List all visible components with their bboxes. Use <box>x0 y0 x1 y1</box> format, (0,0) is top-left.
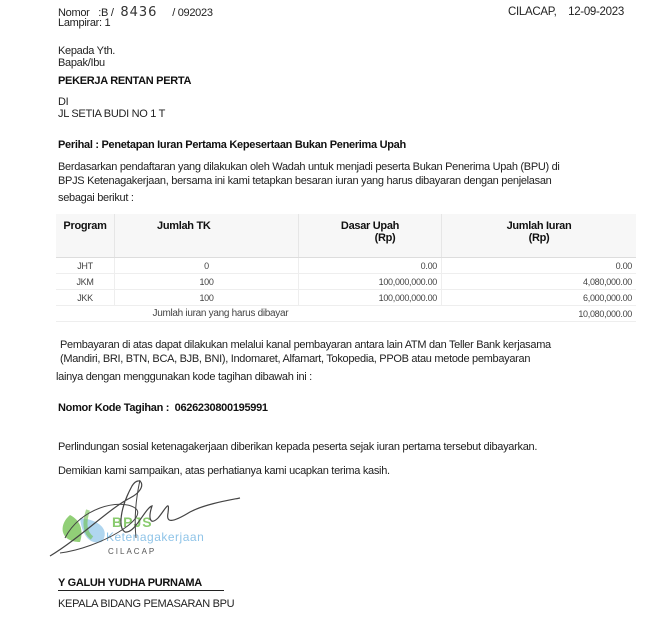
cell-jumlah-iuran: 0.00 <box>442 258 637 274</box>
nomor-suffix: / 092023 <box>172 7 213 19</box>
intro-paragraph <box>58 160 638 205</box>
nomor-prefix: :B / <box>98 7 114 19</box>
stamp-brand: BPJS <box>112 514 153 530</box>
closing-text: Demikian kami sampaikan, atas perhatianya kami ucapkan terima kasih. <box>58 465 390 477</box>
payment-line: lainya dengan menggunakan kode tagihan dibawah ini : <box>56 371 312 383</box>
intro-line: BPJS Ketenagakerjaan, bersama ini kami tetapkan besaran iuran yang harus dibayaran dengan penjelasan <box>58 175 552 187</box>
place-date: CILACAP, 12-09-2023 <box>508 6 624 18</box>
total-value: 10,080,000.00 <box>442 306 637 322</box>
cell-program: JKM <box>56 274 115 290</box>
signatory-title: KEPALA BIDANG PEMASARAN BPU <box>58 598 235 610</box>
signatory-name: Y GALUH YUDHA PURNAMA <box>58 577 224 591</box>
recipient-name: PEKERJA RENTAN PERTA <box>58 75 192 87</box>
payment-line: (Mandiri, BRI, BTN, BCA, BJB, BNI), Indomaret, Alfamart, Tokopedia, PPOB atau metode pembayaran <box>60 353 531 365</box>
nomor-handwritten: 8436 <box>120 5 158 20</box>
table-row <box>56 258 636 274</box>
table-total-row <box>56 306 636 322</box>
col-jumlah-tk: Jumlah TK <box>115 214 299 258</box>
cell-dasar-upah: 0.00 <box>299 258 442 274</box>
cell-program: JHT <box>56 258 115 274</box>
cell-jumlah-tk: 100 <box>115 274 299 290</box>
table-header-row <box>56 214 636 258</box>
cell-jumlah-tk: 100 <box>115 290 299 306</box>
nomor-label: Nomor <box>58 7 90 19</box>
iuran-table <box>56 214 636 322</box>
col-jumlah-iuran: Jumlah Iuran (Rp) <box>442 214 637 258</box>
cell-dasar-upah: 100,000,000.00 <box>299 274 442 290</box>
kode-tagihan: Nomor Kode Tagihan : 0626230800195991 <box>58 402 268 414</box>
greeting: Kepada Yth. <box>58 45 116 57</box>
col-program: Program <box>56 214 115 258</box>
signature-icon <box>40 468 270 568</box>
lampiran: Lampirar: 1 <box>58 17 111 29</box>
stamp-sub: Ketenagakerjaan <box>106 530 205 544</box>
cell-dasar-upah: 100,000,000.00 <box>299 290 442 306</box>
cell-jumlah-iuran: 6,000,000.00 <box>442 290 637 306</box>
subject: Perihal : Penetapan Iuran Pertama Kepesertaan Bukan Penerima Upah <box>58 139 406 151</box>
payment-paragraph <box>56 338 640 384</box>
col-dasar-upah: Dasar Upah (Rp) <box>299 214 442 258</box>
cell-program: JKK <box>56 290 115 306</box>
table-row <box>56 274 636 290</box>
payment-line: Pembayaran di atas dapat dilakukan melalui kanal pembayaran antara lain ATM dan Teller Bank kerjasama <box>60 339 551 351</box>
intro-line: Berdasarkan pendaftaran yang dilakukan oleh Wadah untuk menjadi peserta Bukan Penerima Upah (BPU) di <box>58 161 560 173</box>
total-label: Jumlah iuran yang harus dibayar <box>115 306 442 322</box>
cell-jumlah-iuran: 4,080,000.00 <box>442 274 637 290</box>
protection-note: Perlindungan sosial ketenagakerjaan diberikan kepada peserta sejak iuran pertama tersebut dibayarkan. <box>58 441 538 453</box>
salutation: Bapak/Ibu <box>58 57 105 69</box>
stamp-branch: CILACAP <box>108 547 157 556</box>
recipient-address: JL SETIA BUDI NO 1 T <box>58 108 166 120</box>
recipient-di: DI <box>58 96 69 108</box>
intro-line: sebagai berikut : <box>58 192 134 204</box>
table-row <box>56 290 636 306</box>
cell-jumlah-tk: 0 <box>115 258 299 274</box>
